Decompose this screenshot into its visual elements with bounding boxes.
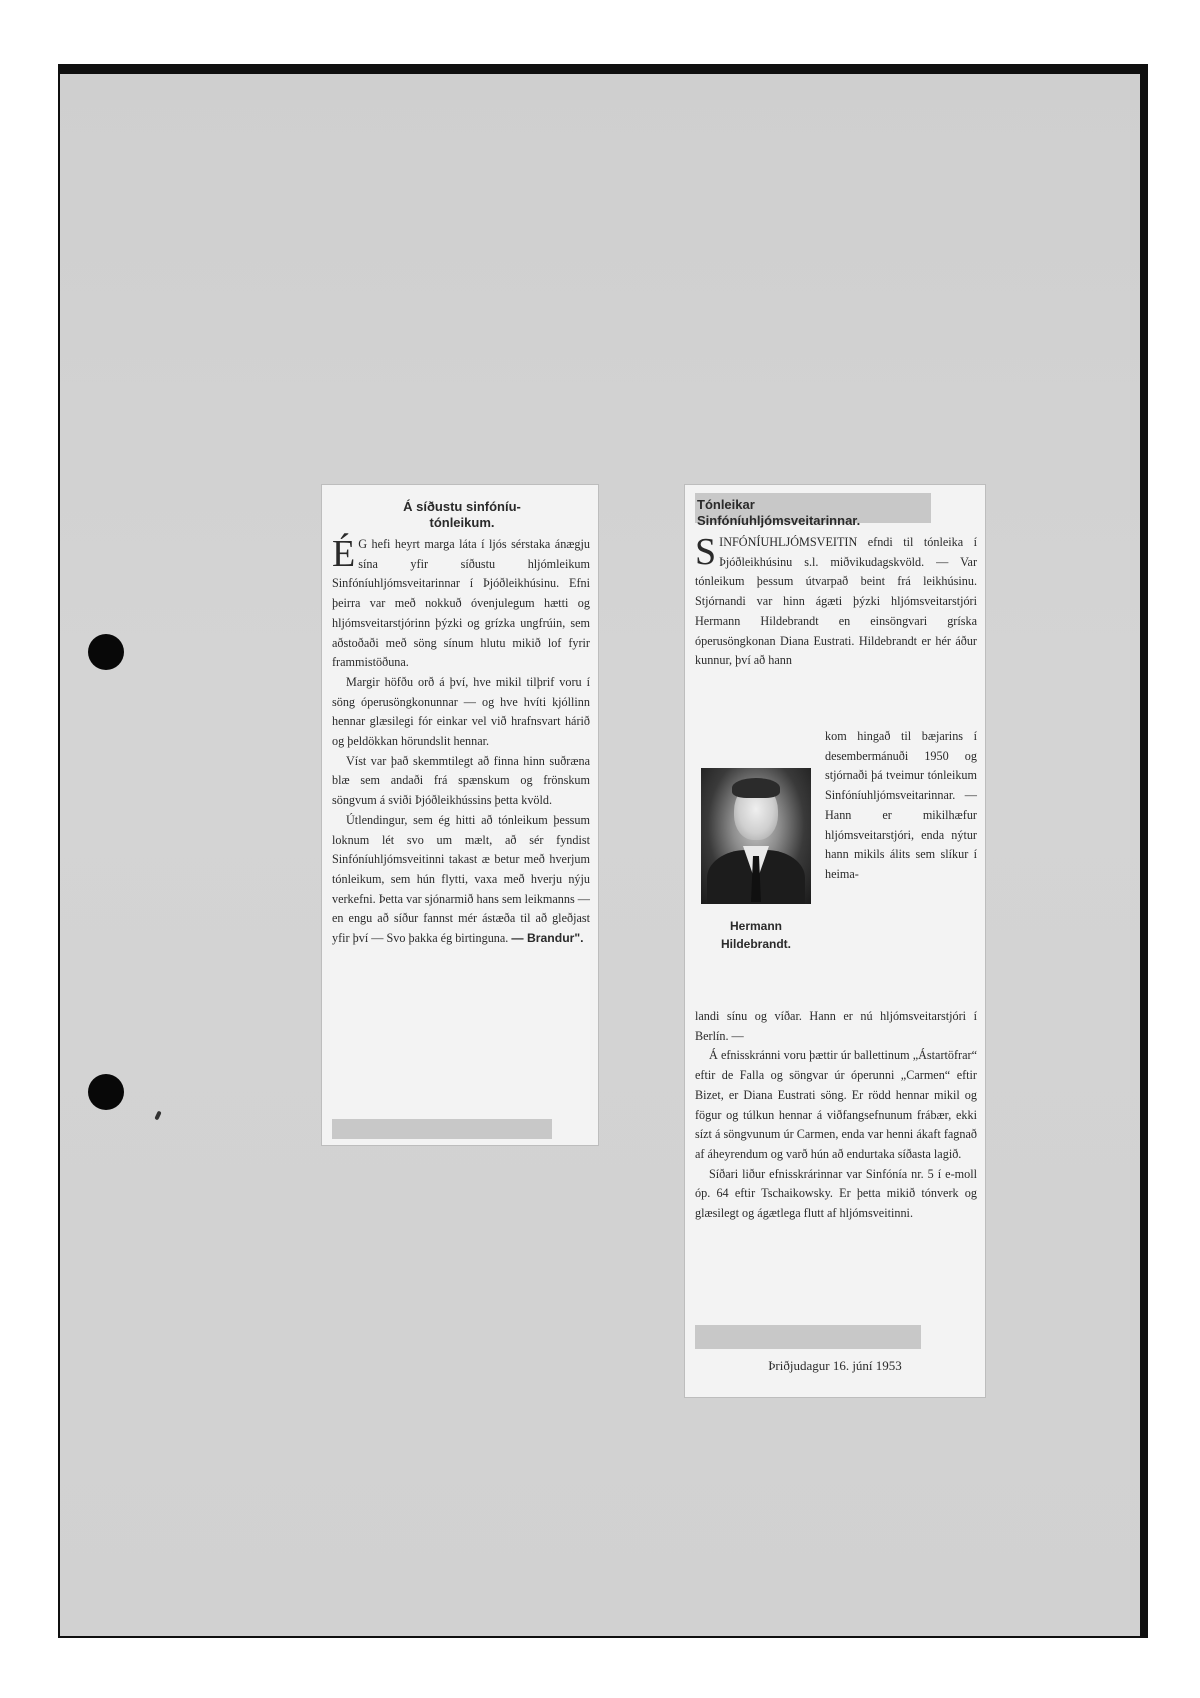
clipping-right-headline: [697, 497, 967, 529]
portrait-photo: [701, 768, 811, 904]
paragraph-text: INFÓNÍUHLJÓMSVEITIN efndi til tónleika í Þjóðleikhúsinu s.l. miðvikudagskvöld. — Var tónleikum þessum útvarpað beint frá leikhúsinu. Stjórnandi var hinn ágæti þýzki hljómsveitarstjóri Hermann Hildebrandt en einsöngvari gríska óperusöngkonan Diana Eustrati. Hildebrandt er hér áður kunnur, því að hann: [695, 535, 977, 668]
clipping-right-narrow-column: [825, 727, 977, 885]
paragraph: landi sínu og víðar. Hann er nú hljómsveitarstjóri í Berlín. —: [695, 1009, 977, 1043]
paragraph: kom hingað til bæjarins í desembermánuði 1950 og stjórnaði þá tveimur tónleikum Sinfóníuhljómsveitarinnar. — Hann er mikilhæfur hljómsveitarstjóri, enda nýtur hann mikils álits sem slíkur í heima-: [825, 729, 977, 881]
drop-cap: S: [695, 531, 717, 573]
clipping-right-intro: [695, 533, 977, 671]
paragraph: Á efnisskránni voru þættir úr ballettinum „Ástartöfrar“ eftir de Falla og söngvar úr óperunni „Carmen“ eftir Bizet, er Diana Eustrati söng. Er rödd hennar mikil og fögur og túlkun hennar á viðfangsefnunum frábær, ekki sízt á söngvunum úr Carmen, enda var henni ákaft fagnað af áheyrendum og varð hún að endurtaka síðasta lagið.: [695, 1048, 977, 1161]
paragraph-text: G hefi heyrt marga láta í ljós sérstaka ánægju sína yfir síðustu hljómleikum Sinfóníuhljómsveitarinnar í Þjóðleikhúsinu. Efni þeirra var með nokkuð óvenjulegum hætti og hljómsveitarstjórinn þýzki og grízka ungfrúin, sem aðstoðaði með söng sínum hlutu mikið lof fyrir frammistöðuna.: [332, 537, 590, 670]
publication-date: Þriðjudagur 16. júní 1953: [768, 1358, 902, 1373]
paragraph: Síðari liður efnisskrárinnar var Sinfónía nr. 5 í e-moll óp. 64 eftir Tschaikowsky. Er þetta mikið tónverk og glæsilegt og ágætlega flutt af hljómsveitinni.: [695, 1166, 977, 1221]
tape-shadow: [332, 1119, 552, 1139]
clipping-left-body: [332, 535, 590, 949]
punch-hole-bottom: [88, 1074, 124, 1110]
paragraph: [695, 533, 977, 671]
caption-line-1: Hermann: [729, 919, 782, 933]
paragraph: Víst var það skemmtilegt að finna hinn suðræna blæ sem andaði frá spænskum og frönskum söngvum á sviði Þjóðleikhússins þetta kvöld.: [332, 753, 590, 808]
paragraph: [332, 535, 590, 673]
paragraph: Margir höfðu orð á því, hve mikil tilþrif voru í söng óperusöngkonunnar — og hve hvíti kjóllinn hennar glæsilegi fór einkar vel við hrafnsvart hárið og þeldökkan hörundslit hennar.: [332, 674, 590, 749]
headline-line-1: Á síðustu sinfóníu-: [403, 499, 521, 514]
headline-line-1: Tónleikar: [697, 497, 755, 512]
clipping-left-headline: [342, 499, 582, 531]
clipping-left: [322, 485, 598, 1145]
clipping-right-body: [695, 1007, 977, 1224]
tape-shadow: [695, 1325, 921, 1349]
signature: — Brandur".: [511, 931, 584, 946]
caption-line-2: Hildebrandt.: [720, 937, 791, 951]
drop-cap: É: [332, 533, 356, 575]
clipping-right: [685, 485, 985, 1397]
headline-line-2: Sinfóníuhljómsveitarinnar.: [697, 513, 861, 528]
dust-speck: [154, 1111, 161, 1121]
paragraph-text: Útlendingur, sem ég hitti að tónleikum þessum loknum lét svo um mælt, að sér fyndist Sinfóníuhljómsveitinni takast æ betur með hverjum tónleikum, sem hún flytti, vaxa með hverju nýju verkefni. Þetta var sjónarmið hans sem leikmanns — en engu að síður fannst mér ástæða til að gleðjast yfir því — Svo þakka ég birtinguna.: [332, 812, 590, 946]
paragraph: [332, 811, 590, 949]
headline-line-2: tónleikum.: [429, 515, 495, 530]
punch-hole-top: [88, 634, 124, 670]
photo-caption: [695, 917, 817, 953]
